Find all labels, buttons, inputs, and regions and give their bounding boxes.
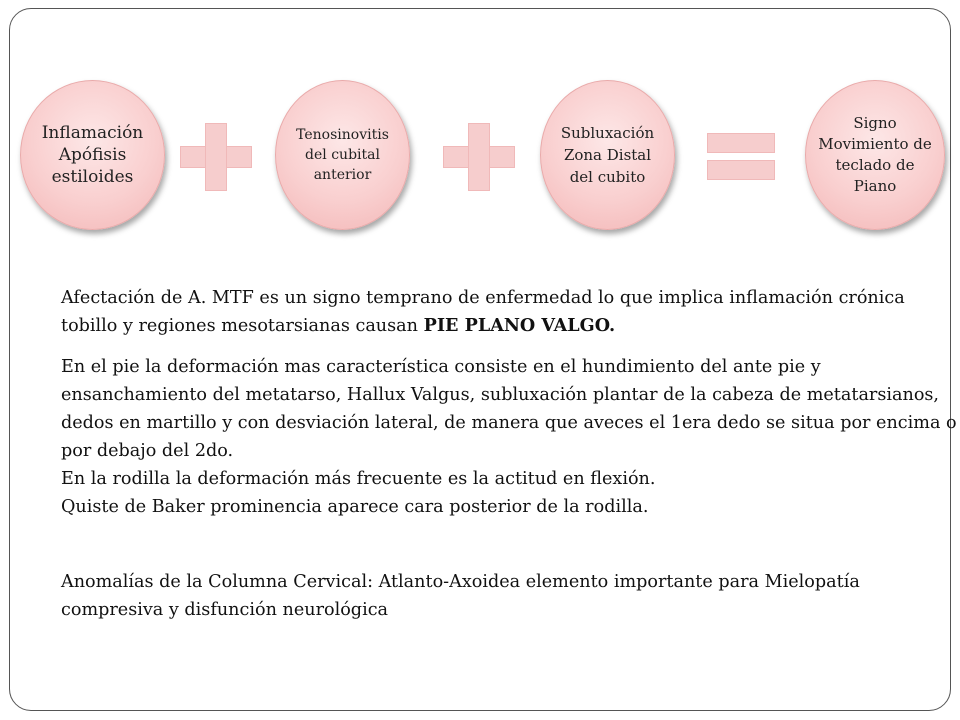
bold-diagnosis: PIE PLANO VALGO. [423,315,616,336]
text-line: por debajo del 2do. [61,441,234,461]
circle-subluxacion [540,80,675,230]
plus-icon [180,123,252,191]
text-line: Anomalías de la Columna Cervical: Atlanto-Axoidea elemento importante para Mielopatía [61,572,860,592]
circle-inflamacion-label: Inflamación Apófisis estiloides [41,123,144,187]
text-line: En la rodilla la deformación más frecuente es la actitud en flexión. [61,469,656,489]
plus-icon [443,123,515,191]
text-run: tobillo y regiones mesotarsianas causan [61,316,424,336]
circle-signo-piano-label: Signo Movimiento de teclado de Piano [818,114,932,195]
paragraph-afectacion-mtf [61,284,905,340]
paragraph-columna-cervical [61,568,901,624]
circle-tenosinovitis-label: Tenosinovitis del cubital anterior [296,127,389,183]
circle-tenosinovitis [275,80,410,230]
circle-subluxacion-label: Subluxación Zona Distal del cubito [560,124,655,186]
text-line: compresiva y disfunción neurológica [61,600,389,620]
paragraph-deformaciones [61,353,957,521]
equals-icon [707,128,775,184]
text-line: ensanchamiento del metatarso, Hallux Valgus, subluxación plantar de la cabeza de metatarsianos, [61,385,940,405]
text-line: Quiste de Baker prominencia aparece cara posterior de la rodilla. [61,497,649,517]
text-line [61,312,901,340]
text-line: dedos en martillo y con desviación lateral, de manera que aveces el 1era dedo se situa por encima o [61,413,957,433]
circle-inflamacion [20,80,165,230]
circle-signo-piano [805,80,945,230]
text-line: En el pie la deformación mas característica consiste en el hundimiento del ante pie y [61,357,821,377]
text-line: Afectación de A. MTF es un signo temprano de enfermedad lo que implica inflamación crónica [61,288,905,308]
